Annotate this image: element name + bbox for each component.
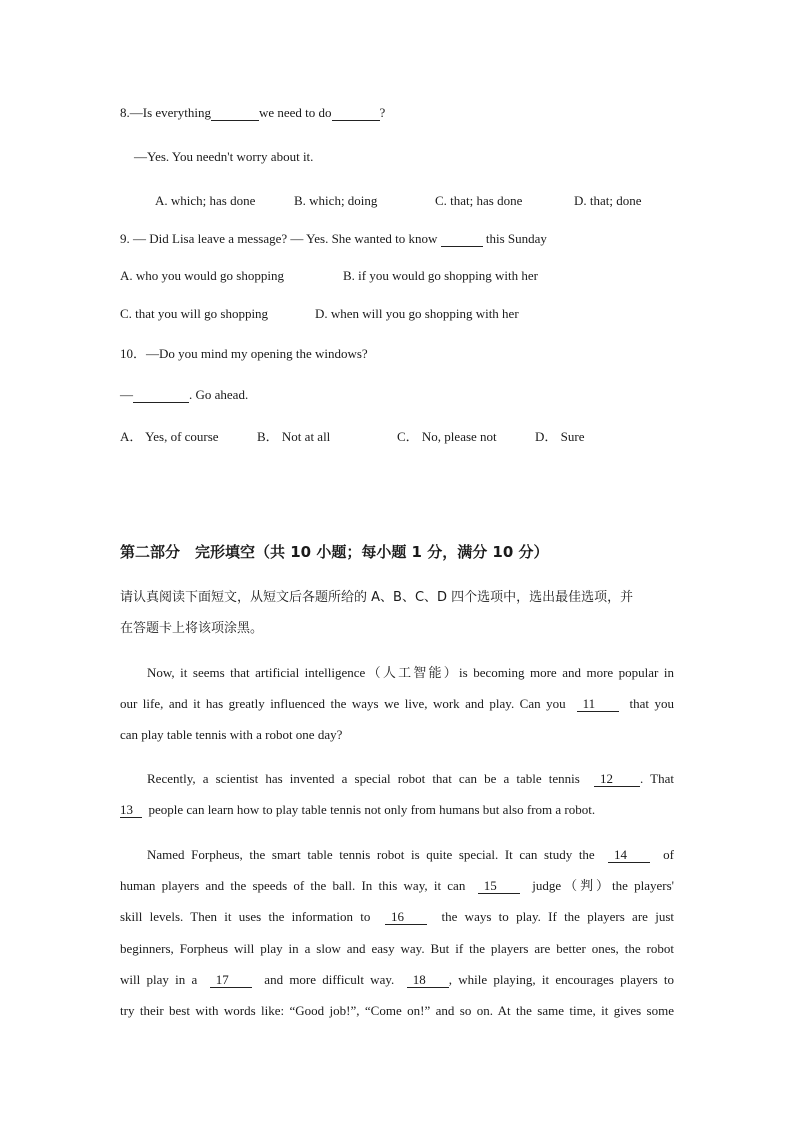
p2-line-2 — [120, 794, 674, 825]
instructions-line-1: 请认真阅读下面短文，从短文后各题所给的 A、B、C、D 四个选项中，选出最佳选项，并 — [120, 590, 634, 605]
p3-line-4: beginners, Forpheus will play in a slow and easy way. But if the players are better ones, the robot — [120, 940, 674, 956]
q10-option-d: D． Sure — [535, 429, 585, 444]
p2-line-1-text: Recently, a scientist has invented a special robot that can be a table tennis — [147, 771, 580, 786]
p1-line-1: Now, it seems that artificial intelligence（人工智能）is becoming more and more popular in — [147, 665, 674, 680]
p1-line-2-end: that you — [629, 696, 675, 712]
q10-option-b: B． Not at all — [257, 429, 331, 444]
blank-13: 13 — [120, 802, 142, 818]
p3-line-1-end: of — [663, 847, 675, 862]
passage-paragraph-1 — [120, 657, 674, 751]
q10-blank — [133, 387, 189, 403]
q10-option-a: A． Yes, of course — [120, 429, 219, 444]
q8-reply: —Yes. You needn't worry about it. — [134, 149, 314, 164]
section-instructions — [120, 582, 674, 644]
passage-paragraph-2 — [120, 763, 674, 825]
blank-18: 18 — [407, 972, 449, 988]
q10-reply-end: . Go ahead. — [189, 387, 249, 402]
q10-reply-start: — — [120, 387, 133, 402]
q9-blank — [441, 231, 483, 247]
p3-line-5 — [120, 964, 674, 995]
q8-stem-a: 8.—Is everything — [120, 105, 211, 120]
p2-line-2-text: people can learn how to play table tennis not only from humans but also from a robot. — [148, 802, 596, 818]
blank-15: 15 — [478, 878, 520, 894]
q10-stem: 10．—Do you mind my opening the windows? — [120, 346, 368, 361]
q8-option-d: D. that; done — [574, 193, 642, 208]
blank-17: 17 — [210, 972, 252, 988]
blank-14: 14 — [608, 847, 650, 863]
instructions-line-2: 在答题卡上将该项涂黑。 — [120, 621, 264, 636]
p2-line-1 — [120, 763, 674, 794]
p3-line-1 — [120, 839, 674, 870]
passage-paragraph-3 — [120, 839, 674, 1026]
q9-stem — [120, 230, 547, 248]
p1-line-2 — [120, 688, 674, 719]
p3-line-2-text: human players and the speeds of the ball. In this way, it can — [120, 878, 466, 894]
blank-11: 11 — [577, 696, 619, 712]
q8-option-b: B. which; doing — [294, 193, 378, 208]
p2-line-1-end: . That — [640, 771, 674, 786]
q9-stem-end: this Sunday — [485, 231, 547, 246]
q9-stem-text: 9. — Did Lisa leave a message? — Yes. She wanted to know — [120, 231, 438, 246]
section-heading: 第二部分 完形填空（共 10 小题；每小题 1 分，满分 10 分） — [120, 543, 549, 561]
q8-option-c: C. that; has done — [435, 193, 523, 208]
q9-option-b: B. if you would go shopping with her — [343, 268, 538, 283]
p3-line-5-end: , while playing, it encourages players to — [448, 971, 675, 987]
p3-line-3 — [120, 901, 674, 932]
q9-option-d: D. when will you go shopping with her — [315, 306, 519, 321]
p1-line-2-text: our life, and it has greatly influenced the ways we live, work and play. Can you — [120, 696, 566, 712]
p3-line-5-mid: and more difficult way. — [264, 971, 395, 987]
q8-option-a: A. which; has done — [155, 193, 256, 208]
q8-stem-b: we need to do — [258, 105, 332, 120]
p3-line-2-end: judge（判）the players' — [532, 878, 675, 894]
q9-option-c: C. that you will go shopping — [120, 306, 269, 321]
p3-line-3-text: skill levels. Then it uses the information to — [120, 909, 371, 925]
q8-stem-c: ? — [379, 105, 386, 120]
p3-line-2 — [120, 870, 674, 901]
p3-line-6: try their best with words like: “Good job!”, “Come on!” and so on. At the same time, it gives some — [120, 1003, 674, 1019]
q8-blank-1 — [211, 105, 259, 121]
q8-blank-2 — [332, 105, 380, 121]
p3-line-3-end: the ways to play. If the players are just — [441, 909, 674, 925]
q9-option-a: A. who you would go shopping — [120, 268, 284, 283]
p1-line-3: can play table tennis with a robot one day? — [120, 727, 343, 743]
p3-line-5-text: will play in a — [120, 971, 198, 987]
p3-line-1-text: Named Forpheus, the smart table tennis robot is quite special. It can study the — [147, 847, 595, 862]
blank-12: 12 — [594, 771, 640, 787]
blank-16: 16 — [385, 909, 427, 925]
q8-stem — [120, 104, 385, 122]
q10-option-c: C． No, please not — [397, 429, 497, 444]
q10-reply — [120, 386, 248, 404]
